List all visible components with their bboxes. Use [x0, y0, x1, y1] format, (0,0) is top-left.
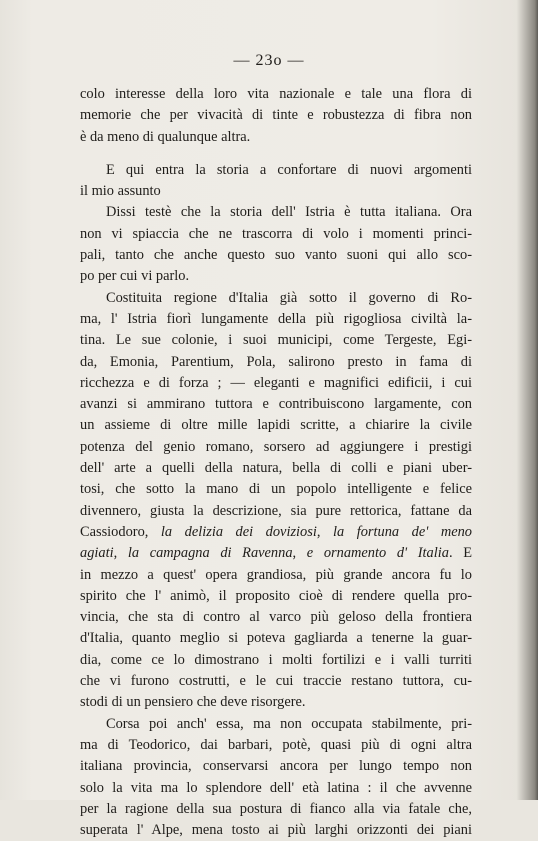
- text-line: ma, l' Istria fiorì lungamente della più rigogliosa civiltà la-: [80, 310, 472, 327]
- italic-quote: la fortuna de' meno: [332, 523, 472, 540]
- text-line: po per cui vi parlo.: [80, 268, 190, 285]
- text-line: E qui entra la storia a confortare di nuovi argomenti: [106, 161, 472, 178]
- text-line: superata l' Alpe, mena tosto ai più larghi orizzonti dei piani: [80, 822, 472, 839]
- text-run: ,: [292, 545, 307, 562]
- italic-quote: la delizia dei doviziosi: [160, 523, 317, 540]
- text-line: da, Emonia, Parentium, Pola, salirono presto in fama di: [80, 353, 472, 370]
- italic-quote: e ornamento d' Italia: [306, 545, 449, 562]
- text-line: d'Italia, quanto meglio si poteva gagliarda a tenerne la guar-: [80, 630, 472, 647]
- text-line: memorie che per vivacità di tinte e robustezza di fibra non: [80, 107, 472, 124]
- text-line: Costituita regione d'Italia già sotto il governo di Ro-: [106, 289, 472, 306]
- text-line: per la ragione della sua postura di fianco alla via fatale che,: [80, 800, 472, 817]
- text-line: italiana provincia, conservarsi ancora per lungo tempo non: [80, 758, 472, 775]
- text-run: Cassiodoro,: [80, 523, 161, 540]
- text-line: solo la vita ma lo splendore dell' età latina : il che avvenne: [80, 779, 472, 796]
- text-line: tosi, che sotto la mano di un popolo intelligente e felice: [80, 481, 472, 498]
- text-line: Corsa poi anch' essa, ma non occupata stabilmente, pri-: [106, 715, 472, 732]
- text-line: ma di Teodorico, dai barbari, potè, quasi più di ogni altra: [80, 736, 472, 753]
- text-line: che vi furono costrutti, e le cui traccie restano tuttora, cu-: [80, 673, 472, 690]
- text-line: non vi spiaccia che ne trascorra di volo i momenti princi-: [80, 225, 472, 242]
- text-line: ricchezza e di forza ; — eleganti e magnifici edificii, i cui: [80, 374, 472, 391]
- text-line: dell' arte a quelli della natura, bella di colli e piani uber-: [80, 460, 472, 477]
- text-line: stodi di un pensiero che deve risorgere.: [80, 694, 306, 711]
- text-line-mixed: [80, 522, 472, 543]
- text-line: vincia, che sta di contro al varco più geloso della frontiera: [80, 609, 472, 626]
- text-run: . E: [448, 545, 472, 562]
- text-line: Dissi testè che la storia dell' Istria è tutta italiana. Ora: [106, 204, 472, 221]
- text-line: tina. Le sue colonie, i suoi municipi, come Tergeste, Egi-: [80, 332, 472, 349]
- text-line: un assieme di oltre mille lapidi scritte, a chiarire la civile: [80, 417, 472, 434]
- text-line: potenza del genio romano, sorsero ad aggiungere i prestigi: [80, 438, 472, 455]
- text-line: pali, tanto che anche questo suo vanto suoni qui allo sco-: [80, 247, 472, 264]
- text-line: divennero, giusta la descrizione, sia pure rettorica, fattane da: [80, 502, 472, 519]
- text-line: dia, come ce lo dimostrano i molti fortilizi e i valli turriti: [80, 651, 472, 668]
- text-run: ,: [113, 545, 128, 562]
- text-line: in mezzo a quest' opera grandiosa, più grande ancora fu lo: [80, 566, 472, 583]
- italic-quote: agiati: [80, 545, 114, 562]
- text-line: colo interesse della loro vita nazionale e tale una flora di: [80, 86, 472, 102]
- text-run: ,: [316, 523, 333, 540]
- text-line-mixed: [80, 543, 472, 564]
- page-number: — 23o —: [233, 52, 305, 69]
- body-text: [80, 84, 472, 841]
- text-line: è da meno di qualunque altra.: [80, 128, 251, 145]
- text-line: avanzi si ammirano tuttora e contribuiscono largamente, con: [80, 396, 472, 413]
- italic-quote: la campagna di Ravenna: [127, 545, 293, 562]
- text-line: spirito che l' animò, il proposito cioè di rendere quella pro-: [80, 587, 472, 604]
- text-line: il mio assunto: [80, 183, 161, 200]
